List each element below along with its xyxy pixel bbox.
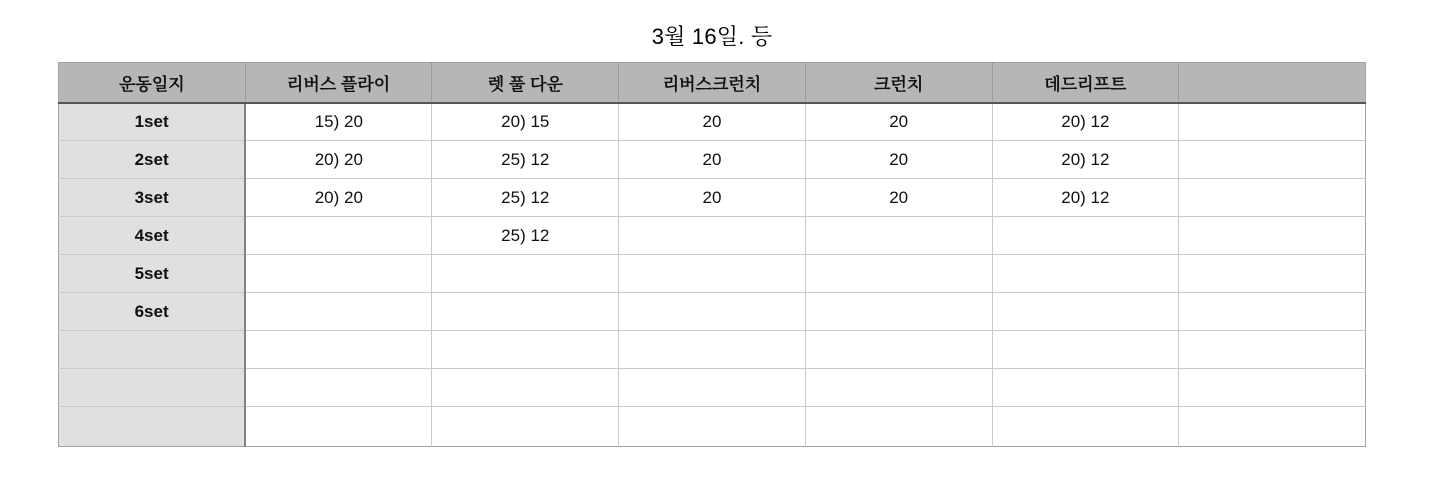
cell[interactable]	[1179, 369, 1366, 407]
cell[interactable]	[245, 369, 432, 407]
page-title: 3월 16일. 등	[651, 24, 773, 49]
cell[interactable]	[245, 217, 432, 255]
cell[interactable]	[1179, 179, 1366, 217]
cell[interactable]	[1179, 141, 1366, 179]
cell[interactable]	[245, 407, 432, 447]
table-row	[59, 255, 1366, 293]
table-header	[59, 63, 1366, 103]
cell[interactable]	[432, 331, 619, 369]
cell[interactable]	[619, 217, 806, 255]
table-row	[59, 217, 1366, 255]
cell[interactable]: 20) 12	[992, 179, 1179, 217]
cell[interactable]: 20) 15	[432, 103, 619, 141]
cell[interactable]	[805, 369, 992, 407]
cell[interactable]	[992, 217, 1179, 255]
cell[interactable]	[245, 331, 432, 369]
table-row	[59, 369, 1366, 407]
cell[interactable]: 20) 20	[245, 179, 432, 217]
row-label-cell[interactable]	[59, 407, 246, 447]
column-header[interactable]: 렛 풀 다운	[432, 63, 619, 103]
cell[interactable]	[992, 369, 1179, 407]
column-header[interactable]: 데드리프트	[992, 63, 1179, 103]
cell[interactable]	[805, 331, 992, 369]
cell[interactable]: 20	[619, 141, 806, 179]
column-header[interactable]: 리버스 플라이	[245, 63, 432, 103]
cell[interactable]	[245, 255, 432, 293]
cell[interactable]: 20	[805, 103, 992, 141]
cell[interactable]	[619, 293, 806, 331]
cell[interactable]	[805, 255, 992, 293]
cell[interactable]	[1179, 293, 1366, 331]
workout-log-table	[58, 62, 1366, 447]
cell[interactable]: 20) 20	[245, 141, 432, 179]
cell[interactable]	[432, 255, 619, 293]
cell[interactable]	[805, 407, 992, 447]
column-header[interactable]: 리버스크런치	[619, 63, 806, 103]
header-row	[59, 63, 1366, 103]
cell[interactable]: 20	[619, 103, 806, 141]
cell[interactable]	[1179, 407, 1366, 447]
cell[interactable]	[992, 293, 1179, 331]
row-label-cell[interactable]	[59, 369, 246, 407]
column-header[interactable]: 크런치	[805, 63, 992, 103]
cell[interactable]	[992, 407, 1179, 447]
cell[interactable]	[992, 331, 1179, 369]
cell[interactable]	[1179, 255, 1366, 293]
cell[interactable]: 25) 12	[432, 141, 619, 179]
table-row	[59, 293, 1366, 331]
cell[interactable]	[992, 255, 1179, 293]
row-label-cell[interactable]: 4set	[59, 217, 246, 255]
cell[interactable]: 20	[805, 141, 992, 179]
row-label-cell[interactable]: 1set	[59, 103, 246, 141]
cell[interactable]	[805, 293, 992, 331]
cell[interactable]	[1179, 217, 1366, 255]
table-row	[59, 103, 1366, 141]
row-label-cell[interactable]: 5set	[59, 255, 246, 293]
column-header[interactable]: 운동일지	[59, 63, 246, 103]
cell[interactable]: 20) 12	[992, 141, 1179, 179]
cell[interactable]	[432, 293, 619, 331]
cell[interactable]	[619, 255, 806, 293]
table-row	[59, 407, 1366, 447]
cell[interactable]	[432, 369, 619, 407]
cell[interactable]	[619, 369, 806, 407]
table-row	[59, 179, 1366, 217]
cell[interactable]	[1179, 103, 1366, 141]
table-row	[59, 331, 1366, 369]
cell[interactable]: 25) 12	[432, 217, 619, 255]
cell[interactable]	[619, 331, 806, 369]
cell[interactable]	[432, 407, 619, 447]
table-body	[59, 103, 1366, 447]
row-label-cell[interactable]: 3set	[59, 179, 246, 217]
cell[interactable]	[1179, 331, 1366, 369]
column-header[interactable]	[1179, 63, 1366, 103]
cell[interactable]: 20) 12	[992, 103, 1179, 141]
cell[interactable]	[619, 407, 806, 447]
cell[interactable]: 25) 12	[432, 179, 619, 217]
row-label-cell[interactable]: 2set	[59, 141, 246, 179]
row-label-cell[interactable]: 6set	[59, 293, 246, 331]
cell[interactable]	[245, 293, 432, 331]
cell[interactable]: 20	[619, 179, 806, 217]
table-row	[59, 141, 1366, 179]
cell[interactable]: 15) 20	[245, 103, 432, 141]
cell[interactable]	[805, 217, 992, 255]
cell[interactable]: 20	[805, 179, 992, 217]
row-label-cell[interactable]	[59, 331, 246, 369]
